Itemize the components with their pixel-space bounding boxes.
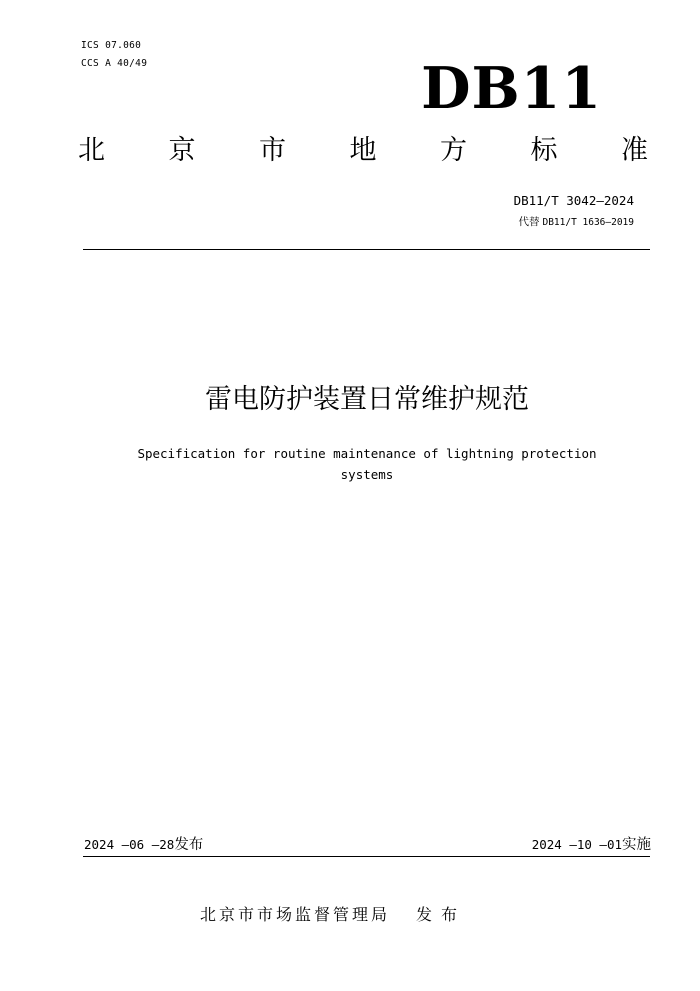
ccs-code: CCS A 40/49: [81, 58, 148, 69]
replaces-label: 代替: [518, 216, 540, 228]
replaces-number: DB11/T 1636—2019: [542, 217, 634, 228]
ics-code: ICS 07.060: [81, 40, 142, 51]
issue-label: 发布: [174, 837, 204, 853]
title-char: 北: [78, 135, 105, 166]
implementation-date-line: [532, 836, 651, 854]
title-char: 标: [530, 135, 558, 166]
title-char: 地: [349, 135, 377, 166]
implementation-label: 实施: [622, 837, 651, 853]
issue-date: 2024 —06 —28: [84, 837, 175, 852]
publisher-name: 北京市市场监督管理局: [200, 905, 391, 924]
implementation-date: 2024 —10 —01: [531, 837, 622, 852]
document-title-en: Specification for routine maintenance of lightning protection systems: [137, 446, 597, 482]
standard-number: DB11/T 3042—2024: [513, 193, 634, 208]
title-char: 准: [621, 135, 648, 166]
header-divider: [83, 249, 650, 250]
document-title-cn: 雷电防护装置日常维护规范: [205, 384, 529, 415]
publisher-action: 发布: [416, 905, 467, 924]
title-char: 市: [259, 135, 286, 166]
issue-date-line: [84, 836, 203, 854]
local-standard-title: [78, 133, 648, 169]
replaces-line: [518, 215, 634, 230]
db11-logo: DB11: [421, 55, 602, 122]
title-char: 方: [440, 135, 467, 166]
title-char: 京: [168, 135, 196, 166]
publisher-line: [200, 904, 466, 926]
footer-divider: [83, 856, 650, 857]
